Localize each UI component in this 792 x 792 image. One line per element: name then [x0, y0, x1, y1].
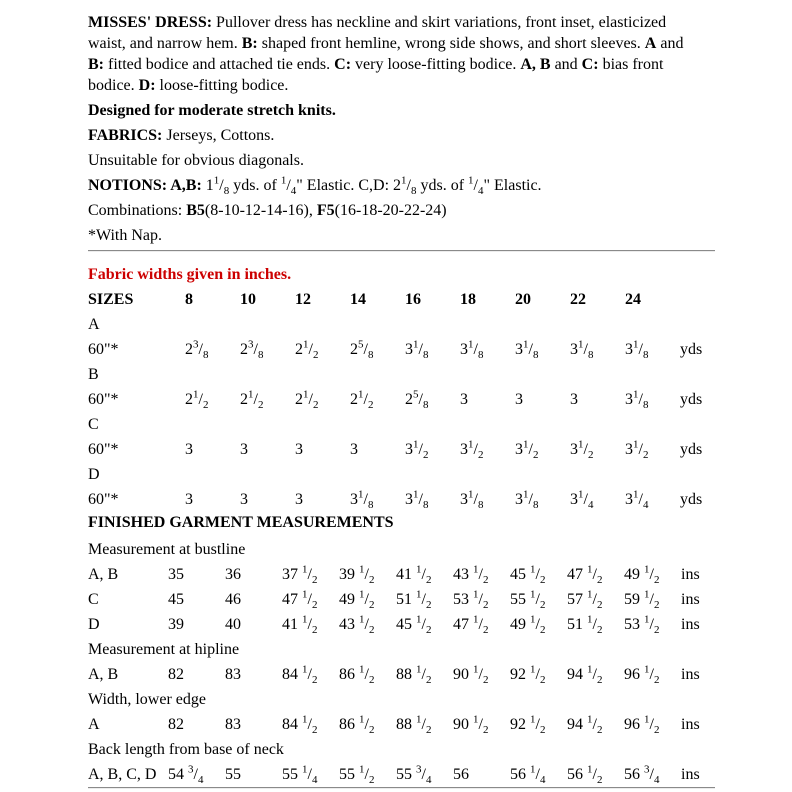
combinations-line: Combinations: B5(8-10-12-14-16), F5(16-18-20-22-24): [88, 202, 447, 219]
yardage-value: 3: [185, 441, 193, 458]
measurement-value: 46: [225, 591, 241, 608]
fabric-width-row: [88, 437, 715, 462]
yardage-value: $2^5/_8$: [350, 338, 374, 362]
yardage-value: $3^1/_8$: [515, 338, 539, 362]
yardage-value: 3: [295, 441, 303, 458]
measurement-value: 53 $^1/_2$: [453, 588, 489, 612]
measurement-value: 37 $^1/_2$: [282, 563, 318, 587]
unit-label: yds: [680, 391, 703, 408]
section-label-row: [88, 637, 715, 662]
measurement-value: 49 $^1/_2$: [339, 588, 375, 612]
finished-measurements-title: FINISHED GARMENT MEASUREMENTS: [88, 514, 394, 531]
yardage-value: $3^1/_8$: [405, 488, 429, 512]
unit-label: ins: [681, 566, 700, 583]
fabric-width-table-body: [88, 312, 715, 512]
finished-measurements-table: [88, 537, 715, 787]
measurement-value: 47 $^1/_2$: [567, 563, 603, 587]
measurement-value: 54 $^3/_4$: [168, 763, 204, 787]
yardage-value: $3^1/_8$: [350, 488, 374, 512]
measurement-value: 35: [168, 566, 184, 583]
view-label: B: [88, 366, 99, 383]
yardage-value: $3^1/_8$: [460, 338, 484, 362]
measurement-value: 59 $^1/_2$: [624, 588, 660, 612]
size-column-header: 18: [460, 291, 476, 308]
measurement-value: 41 $^1/_2$: [396, 563, 432, 587]
measurement-value: 86 $^1/_2$: [339, 663, 375, 687]
section-label: Measurement at hipline: [88, 641, 240, 658]
yardage-value: $3^1/_4$: [570, 488, 594, 512]
unit-label: ins: [681, 591, 700, 608]
section-label: Width, lower edge: [88, 691, 206, 708]
measurement-value: 55 $^1/_2$: [339, 763, 375, 787]
views-label: A, B, C, D: [88, 766, 157, 783]
measurement-value: 84 $^1/_2$: [282, 713, 318, 737]
measurement-value: 39: [168, 616, 184, 633]
measurement-value: 51 $^1/_2$: [396, 588, 432, 612]
fabric-width-row: [88, 487, 715, 512]
finished-measurements-table-body: [88, 537, 715, 787]
yardage-value: $2^3/_8$: [240, 338, 264, 362]
yardage-value: $3^1/_8$: [405, 338, 429, 362]
measurement-value: 82: [168, 716, 184, 733]
measurement-value: 55 $^3/_4$: [396, 763, 432, 787]
measurement-value: 41 $^1/_2$: [282, 613, 318, 637]
unit-label: yds: [680, 491, 703, 508]
unit-label: ins: [681, 766, 700, 783]
fabric-width-row: [88, 337, 715, 362]
measurement-value: 96 $^1/_2$: [624, 663, 660, 687]
views-label: A: [88, 716, 100, 733]
view-label-row: [88, 462, 715, 487]
view-label-row: [88, 362, 715, 387]
bottom-divider: [88, 787, 715, 789]
sizes-header-row: [88, 287, 715, 312]
measurement-value: 39 $^1/_2$: [339, 563, 375, 587]
measurement-value: 55 $^1/_2$: [510, 588, 546, 612]
yardage-value: $3^1/_8$: [625, 338, 649, 362]
measurement-value: 47 $^1/_2$: [453, 613, 489, 637]
measurement-value: 88 $^1/_2$: [396, 713, 432, 737]
measurement-value: 55 $^1/_4$: [282, 763, 318, 787]
size-column-header: 14: [350, 291, 366, 308]
notions-line: NOTIONS: A,B: $1^1/_8$ yds. of $^1/_4$" Elastic. C,D: $2^1/_8$ yds. of $^1/_4$" Elastic.: [88, 174, 542, 198]
fabric-width-table: [88, 287, 715, 512]
measurement-row: [88, 762, 715, 787]
yardage-value: $3^1/_2$: [405, 438, 429, 462]
measurement-value: 56 $^1/_4$: [510, 763, 546, 787]
views-label: A, B: [88, 666, 119, 683]
measurement-value: 84 $^1/_2$: [282, 663, 318, 687]
measurement-value: 94 $^1/_2$: [567, 663, 603, 687]
pattern-document: [88, 12, 703, 789]
measurement-row: [88, 612, 715, 637]
measurement-row: [88, 562, 715, 587]
size-column-header: 16: [405, 291, 421, 308]
measurement-value: 90 $^1/_2$: [453, 713, 489, 737]
description-paragraph: MISSES' DRESS: Pullover dress has neckline and skirt variations, front inset, elasticized waist, and narrow hem. B: shaped front hemline, wrong side shows, and short sleeves. A and B: fitted bodice and attached tie ends. C: very loose-fitting bodice. A, B and C: bias front bodice. D: loose-fitting bodice.: [88, 14, 684, 94]
measurement-value: 53 $^1/_2$: [624, 613, 660, 637]
measurement-value: 56 $^3/_4$: [624, 763, 660, 787]
measurement-value: 49 $^1/_2$: [510, 613, 546, 637]
view-label: A: [88, 316, 100, 333]
views-label: D: [88, 616, 100, 633]
view-label-row: [88, 412, 715, 437]
section-label-row: [88, 537, 715, 562]
unit-label: ins: [681, 616, 700, 633]
unit-label: yds: [680, 441, 703, 458]
unit-label: ins: [681, 666, 700, 683]
measurement-value: 88 $^1/_2$: [396, 663, 432, 687]
size-column-header: [680, 287, 715, 312]
fabric-widths-note: Fabric widths given in inches.: [88, 266, 292, 283]
measurement-value: 92 $^1/_2$: [510, 713, 546, 737]
yardage-value: 3: [460, 391, 468, 408]
sizes-header-label: SIZES: [88, 291, 134, 308]
yardage-value: 3: [240, 491, 248, 508]
views-label: A, B: [88, 566, 119, 583]
measurement-value: 47 $^1/_2$: [282, 588, 318, 612]
measurement-row: [88, 662, 715, 687]
measurement-value: 92 $^1/_2$: [510, 663, 546, 687]
yardage-value: $2^5/_8$: [405, 388, 429, 412]
measurement-value: 36: [225, 566, 241, 583]
size-column-header: 24: [625, 291, 641, 308]
fabric-width-label: 60"*: [88, 391, 119, 408]
yardage-value: $3^1/_8$: [460, 488, 484, 512]
measurement-value: 40: [225, 616, 241, 633]
yardage-value: 3: [185, 491, 193, 508]
yardage-value: $2^1/_2$: [185, 388, 209, 412]
measurement-row: [88, 587, 715, 612]
view-label-row: [88, 312, 715, 337]
view-label: C: [88, 416, 99, 433]
fabric-width-label: 60"*: [88, 441, 119, 458]
yardage-value: $3^1/_8$: [515, 488, 539, 512]
yardage-value: $3^1/_8$: [625, 388, 649, 412]
size-column-header: 8: [185, 291, 193, 308]
yardage-value: $2^1/_2$: [295, 388, 319, 412]
measurement-value: 96 $^1/_2$: [624, 713, 660, 737]
with-nap-note: *With Nap.: [88, 227, 163, 244]
section-label-row: [88, 687, 715, 712]
measurement-value: 94 $^1/_2$: [567, 713, 603, 737]
section-label-row: [88, 737, 715, 762]
measurement-value: 43 $^1/_2$: [339, 613, 375, 637]
measurement-value: 86 $^1/_2$: [339, 713, 375, 737]
unit-label: ins: [681, 716, 700, 733]
fabrics-line: FABRICS: Jerseys, Cottons.: [88, 127, 275, 144]
fabric-width-row: [88, 387, 715, 412]
measurement-value: 83: [225, 716, 241, 733]
top-divider: [88, 250, 715, 252]
measurement-value: 56: [453, 766, 469, 783]
yardage-value: 3: [295, 491, 303, 508]
measurement-value: 45 $^1/_2$: [396, 613, 432, 637]
unsuitable-line: Unsuitable for obvious diagonals.: [88, 152, 304, 169]
yardage-value: $3^1/_2$: [460, 438, 484, 462]
unit-label: yds: [680, 341, 703, 358]
yardage-value: $3^1/_8$: [570, 338, 594, 362]
measurement-value: 56 $^1/_2$: [567, 763, 603, 787]
measurement-value: 82: [168, 666, 184, 683]
measurement-value: 90 $^1/_2$: [453, 663, 489, 687]
yardage-value: $2^3/_8$: [185, 338, 209, 362]
stretch-knits-note: Designed for moderate stretch knits.: [88, 102, 336, 119]
view-label: D: [88, 466, 100, 483]
size-column-header: 10: [240, 291, 256, 308]
measurement-value: 57 $^1/_2$: [567, 588, 603, 612]
measurement-row: [88, 712, 715, 737]
measurement-value: 45: [168, 591, 184, 608]
fabric-width-label: 60"*: [88, 341, 119, 358]
yardage-value: $3^1/_2$: [570, 438, 594, 462]
size-column-header: 20: [515, 291, 531, 308]
section-label: Measurement at bustline: [88, 541, 246, 558]
yardage-value: $3^1/_2$: [625, 438, 649, 462]
fabric-width-label: 60"*: [88, 491, 119, 508]
yardage-value: $2^1/_2$: [350, 388, 374, 412]
yardage-value: $3^1/_2$: [515, 438, 539, 462]
yardage-value: 3: [515, 391, 523, 408]
measurement-value: 83: [225, 666, 241, 683]
yardage-value: $2^1/_2$: [295, 338, 319, 362]
views-label: C: [88, 591, 99, 608]
size-column-header: 22: [570, 291, 586, 308]
measurement-value: 49 $^1/_2$: [624, 563, 660, 587]
measurement-value: 43 $^1/_2$: [453, 563, 489, 587]
yardage-value: 3: [240, 441, 248, 458]
yardage-value: $3^1/_4$: [625, 488, 649, 512]
measurement-value: 55: [225, 766, 241, 783]
yardage-value: 3: [570, 391, 578, 408]
section-label: Back length from base of neck: [88, 741, 284, 758]
measurement-value: 51 $^1/_2$: [567, 613, 603, 637]
measurement-value: 45 $^1/_2$: [510, 563, 546, 587]
size-column-header: 12: [295, 291, 311, 308]
yardage-value: 3: [350, 441, 358, 458]
yardage-value: $2^1/_2$: [240, 388, 264, 412]
